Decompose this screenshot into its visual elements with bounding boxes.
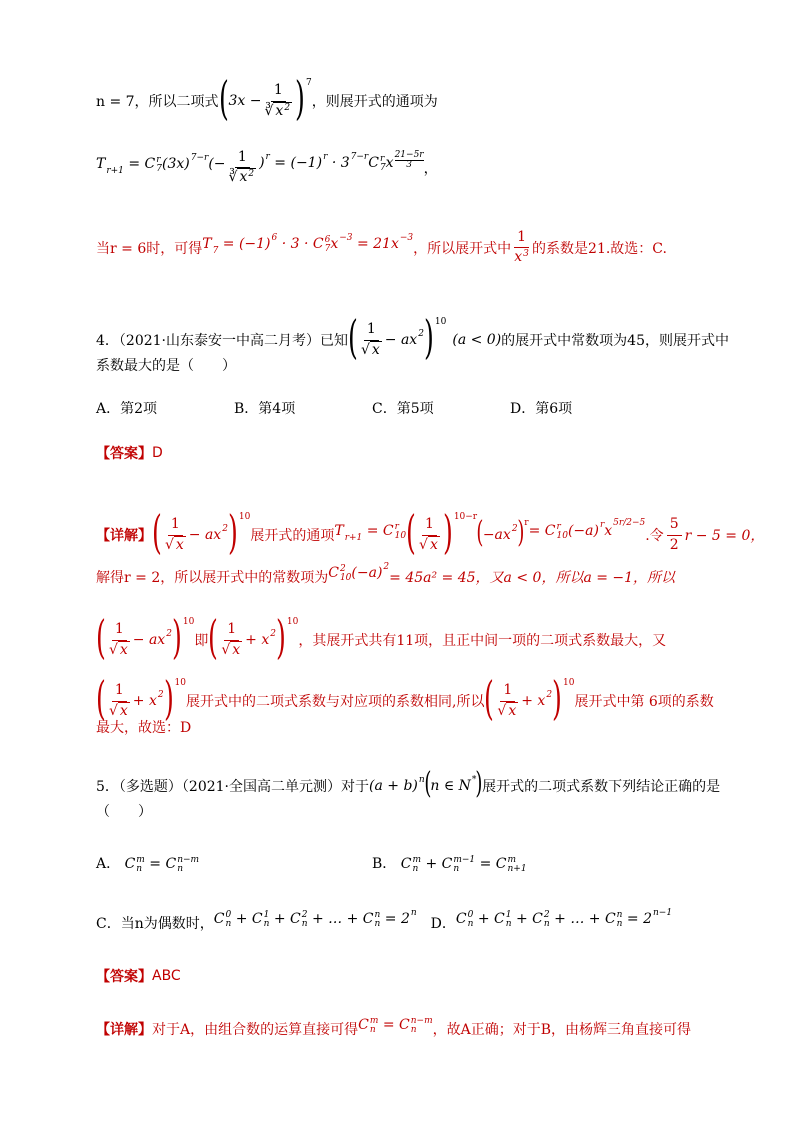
formula-general-term: $T_{r+1} = C$ r 7 $(3x)^{7-r}(-$ $\frac{1}{∛ x^2}$ )$^r = (-1)^r \cdot 3^{7-r}C$ r 7 x $\frac{21-5r}{3}$ ， (96, 149, 438, 186)
question-5-answer: 【答案】 ABC (96, 968, 181, 985)
question-4-detail-5: 最大，故选：D (96, 720, 192, 736)
option-d: D． (430, 916, 456, 932)
text-general-term: ，则展开式的通项为 (311, 94, 438, 110)
question-4-options (96, 398, 704, 418)
question-4-detail-3: ( $\frac{1}{√ x}$ − $ax^2$ ) 10 即 ( $\frac{1}{√ x}$ + $x^2$ ) 10 ，其展开式共有11项，且正中间一项的二项式系数最大，又 (96, 610, 667, 664)
option-b: B． (372, 856, 397, 872)
question-4-detail-2: 解得r = 2，所以展开式中的常数项为 C 2 10 $(-a)^2$ = 45a² = 45，又a < 0，所以a = −1，所以 (96, 562, 676, 586)
question-5-line2: （ ） (96, 804, 152, 820)
question-4-detail-4: ( $\frac{1}{√ x}$ + $x^2$ ) 10 展开式中的二项式系数与对应项的系数相同,所以 ( $\frac{1}{√ x}$ + $x^2$ ) 10 展开式中第 6项的系数 (96, 671, 714, 725)
question-4-answer: 【答案】 D (96, 445, 163, 462)
solution-line-1: n = 7，所以二项式 ( 3x − $\frac{1}{∛ x^2}$ ) 7 ，则展开式的通项为 (96, 71, 438, 125)
question-4-stem: 4．（2021·山东泰安一中高二月考）已知 ( $\frac{1}{√ x}$ − $ax^2$ ) 10 (a < 0) 的展开式中常数项为45，则展开式中 (96, 310, 729, 364)
text-n7: n = 7，所以二项式 (96, 94, 219, 110)
option-c: C．第5项 (372, 401, 434, 417)
option-a: A． (96, 856, 121, 872)
question-5-detail: 【详解】 对于A，由组合数的运算直接可得 C m n = C n−m n ，故A正确；对于B，由杨辉三角直接可得 (96, 1016, 692, 1038)
option-a: A．第2项 (96, 401, 158, 417)
option-c: C．当n为偶数时， (96, 916, 214, 932)
option-d: D．第6项 (510, 401, 573, 417)
option-b: B．第4项 (234, 401, 296, 417)
question-4-detail-1: 【详解】 ( $\frac{1}{√ x}$ − $ax^2$ ) 10 展开式的通项 $T_{r+1} = C$ r 10 ( $\frac{1}{√ x}$ ) 10−r ( $-ax^2$ ) r = C r 10 $(-a)^rx^{5r/2-5}$ .令 $\frac{5}{2}$ r − 5 = 0， (96, 505, 765, 559)
question-4-line2: 系数最大的是（ ） (96, 358, 236, 374)
question-5-stem: 5．（多选题）（2021·全国高二单元测）对于 $(a + b)^n$ ( n ∈ N* ) 展开式的二项式系数下列结论正确的是 (96, 766, 721, 801)
solution-line-3: 当r = 6时，可得 $T_7 = (-1)^6 \cdot 3 \cdot C$ 6 7 $x^{-3} = 21x^{-3}$ ，所以展开式中 $\frac{1}{x^3}$ 的系数是21.故选：C. (96, 229, 667, 266)
question-5-options-ab: A． C m n = C n−m n B． C m n + C m−1 n = C m n+1 (96, 855, 527, 874)
question-5-options-cd: C．当n为偶数时， C 0 n + C 1 n + C 2 n + … + C n n = $2^n$ D． C 0 n + C 1 n + C 2 n + … + C n n = $2^{n-1}$ (96, 908, 673, 932)
